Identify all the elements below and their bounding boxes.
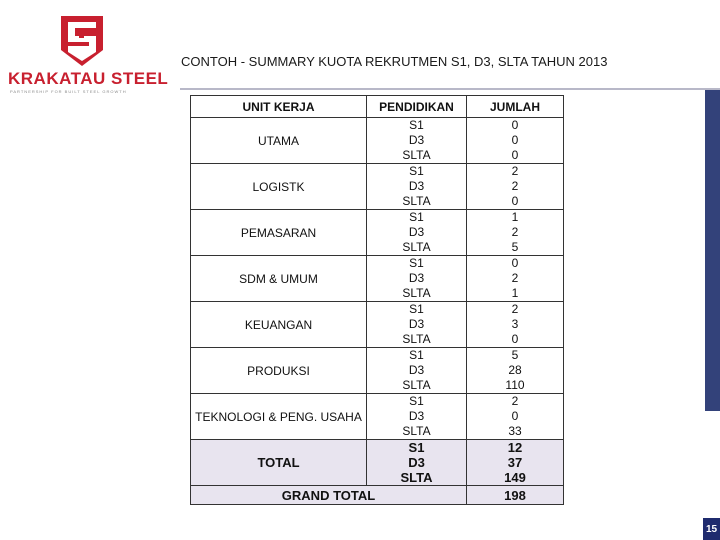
- pendidikan-cell: D3: [367, 271, 467, 286]
- pendidikan-cell: S1: [367, 164, 467, 180]
- total-jumlah-cell: 37: [467, 455, 564, 470]
- jumlah-cell: 1: [467, 286, 564, 302]
- pendidikan-cell: SLTA: [367, 194, 467, 210]
- company-logo: [8, 14, 176, 92]
- pendidikan-cell: SLTA: [367, 148, 467, 164]
- jumlah-cell: 33: [467, 424, 564, 440]
- grand-total-value: 198: [467, 486, 564, 505]
- pendidikan-cell: SLTA: [367, 332, 467, 348]
- jumlah-cell: 2: [467, 225, 564, 240]
- jumlah-cell: 2: [467, 164, 564, 180]
- total-jumlah-cell: 149: [467, 470, 564, 486]
- jumlah-cell: 2: [467, 271, 564, 286]
- side-accent-bar: [705, 90, 720, 411]
- pendidikan-cell: S1: [367, 118, 467, 134]
- grand-total-label: GRAND TOTAL: [191, 486, 467, 505]
- unit-kerja-cell: LOGISTK: [191, 164, 367, 210]
- total-jumlah-cell: 12: [467, 440, 564, 456]
- pendidikan-cell: SLTA: [367, 240, 467, 256]
- jumlah-cell: 0: [467, 118, 564, 134]
- table-header-row: [191, 96, 564, 118]
- pendidikan-cell: S1: [367, 348, 467, 364]
- pendidikan-cell: S1: [367, 210, 467, 226]
- table-row: [191, 348, 564, 364]
- total-pendidikan-cell: S1: [367, 440, 467, 456]
- unit-kerja-cell: PEMASARAN: [191, 210, 367, 256]
- jumlah-cell: 110: [467, 378, 564, 394]
- table-row: [191, 118, 564, 134]
- table-row: [191, 302, 564, 318]
- table-row: [191, 164, 564, 180]
- jumlah-cell: 1: [467, 210, 564, 226]
- header-unit-kerja: UNIT KERJA: [191, 96, 367, 118]
- total-pendidikan-cell: SLTA: [367, 470, 467, 486]
- unit-kerja-cell: UTAMA: [191, 118, 367, 164]
- jumlah-cell: 0: [467, 409, 564, 424]
- jumlah-cell: 0: [467, 133, 564, 148]
- pendidikan-cell: SLTA: [367, 378, 467, 394]
- pendidikan-cell: S1: [367, 256, 467, 272]
- grand-total-row: [191, 486, 564, 505]
- jumlah-cell: 28: [467, 363, 564, 378]
- pendidikan-cell: D3: [367, 317, 467, 332]
- header-jumlah: JUMLAH: [467, 96, 564, 118]
- header-divider: [180, 88, 720, 90]
- table-row: [191, 394, 564, 410]
- quota-table: [190, 95, 564, 505]
- unit-kerja-cell: PRODUKSI: [191, 348, 367, 394]
- jumlah-cell: 5: [467, 348, 564, 364]
- krakatau-steel-logo-mark: [58, 14, 106, 68]
- pendidikan-cell: D3: [367, 225, 467, 240]
- unit-kerja-cell: TEKNOLOGI & PENG. USAHA: [191, 394, 367, 440]
- logo-tagline: PARTNERSHIP FOR BUILT STEEL GROWTH: [10, 89, 127, 94]
- pendidikan-cell: D3: [367, 179, 467, 194]
- jumlah-cell: 0: [467, 332, 564, 348]
- table-row: [191, 210, 564, 226]
- jumlah-cell: 2: [467, 302, 564, 318]
- header-pendidikan: PENDIDIKAN: [367, 96, 467, 118]
- total-pendidikan-cell: D3: [367, 455, 467, 470]
- pendidikan-cell: D3: [367, 409, 467, 424]
- jumlah-cell: 3: [467, 317, 564, 332]
- total-row: [191, 440, 564, 456]
- total-label: TOTAL: [191, 440, 367, 486]
- page-title: CONTOH - SUMMARY KUOTA REKRUTMEN S1, D3, SLTA TAHUN 2013: [181, 54, 608, 69]
- unit-kerja-cell: KEUANGAN: [191, 302, 367, 348]
- logo-wordmark: KRAKATAU STEEL: [8, 69, 169, 88]
- jumlah-cell: 0: [467, 256, 564, 272]
- pendidikan-cell: D3: [367, 363, 467, 378]
- table-row: [191, 256, 564, 272]
- jumlah-cell: 2: [467, 179, 564, 194]
- jumlah-cell: 5: [467, 240, 564, 256]
- pendidikan-cell: SLTA: [367, 424, 467, 440]
- pendidikan-cell: S1: [367, 302, 467, 318]
- unit-kerja-cell: SDM & UMUM: [191, 256, 367, 302]
- pendidikan-cell: D3: [367, 133, 467, 148]
- jumlah-cell: 0: [467, 194, 564, 210]
- page-number: 15: [703, 518, 720, 540]
- pendidikan-cell: SLTA: [367, 286, 467, 302]
- pendidikan-cell: S1: [367, 394, 467, 410]
- jumlah-cell: 0: [467, 148, 564, 164]
- jumlah-cell: 2: [467, 394, 564, 410]
